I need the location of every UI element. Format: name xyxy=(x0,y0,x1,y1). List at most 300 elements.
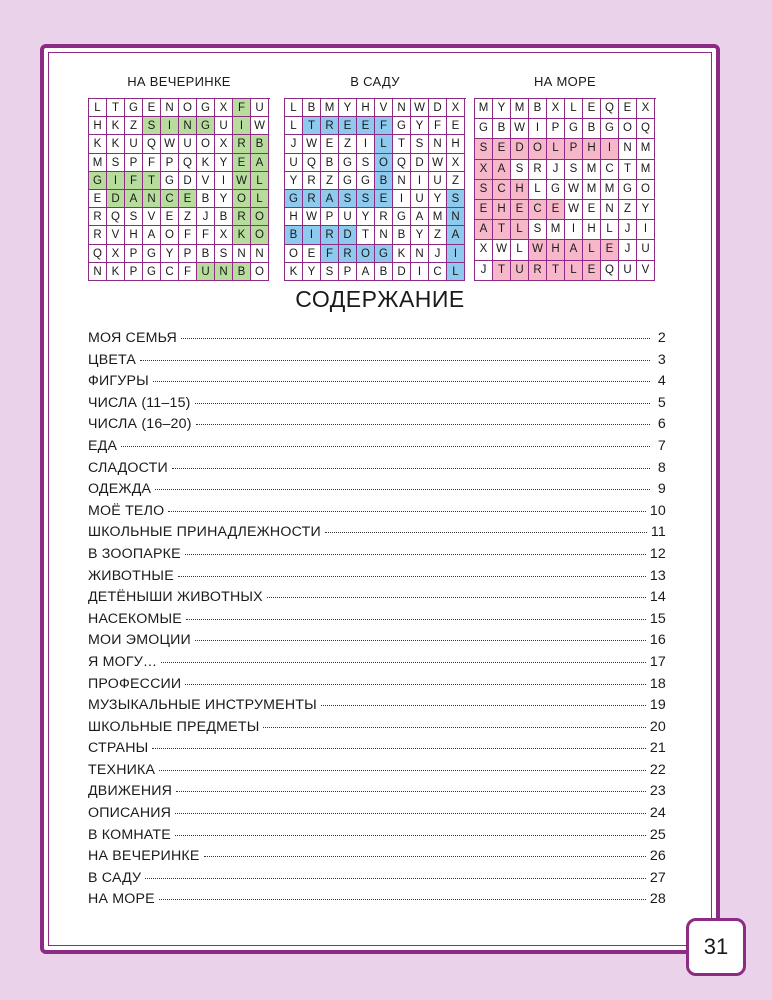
grid-cell: K xyxy=(107,263,125,281)
grid-cell: E xyxy=(511,200,529,220)
puzzle-title: НА МОРЕ xyxy=(533,74,597,89)
grid-cell: N xyxy=(375,226,393,244)
toc-entry-page: 20 xyxy=(649,718,666,735)
toc-entry xyxy=(88,568,666,590)
grid-cell: H xyxy=(89,117,107,135)
toc-leader-dots xyxy=(168,510,645,512)
grid-cell: H xyxy=(357,99,375,117)
grid-cell: Z xyxy=(125,117,143,135)
grid-cell: G xyxy=(197,99,215,117)
grid-cell: B xyxy=(583,119,601,139)
grid-cell: X xyxy=(447,99,465,117)
grid-cell: A xyxy=(447,226,465,244)
grid-cell: V xyxy=(197,172,215,190)
grid-cell: S xyxy=(107,154,125,172)
grid-cell: P xyxy=(565,139,583,159)
grid-cell: B xyxy=(251,135,269,153)
grid-cell: E xyxy=(233,154,251,172)
grid-cell: B xyxy=(529,99,547,119)
grid-cell: S xyxy=(529,220,547,240)
toc-entry-label: ШКОЛЬНЫЕ ПРИНАДЛЕЖНОСТИ xyxy=(88,524,321,541)
grid-cell: G xyxy=(339,172,357,190)
grid-cell: Y xyxy=(161,245,179,263)
puzzle-garden xyxy=(284,72,466,281)
grid-cell: J xyxy=(619,220,637,240)
letter-grid xyxy=(88,98,270,281)
grid-cell: G xyxy=(547,180,565,200)
toc-entry-label: В САДУ xyxy=(88,869,142,886)
grid-cell: S xyxy=(475,180,493,200)
toc-leader-dots xyxy=(178,575,646,577)
grid-cell: H xyxy=(285,208,303,226)
grid-cell: F xyxy=(179,263,197,281)
toc-leader-dots xyxy=(159,769,646,771)
grid-cell: Y xyxy=(429,190,447,208)
word-search-puzzles xyxy=(88,72,664,282)
toc-entry-label: ЧИСЛА (11–15) xyxy=(88,394,191,411)
toc-entry-page: 8 xyxy=(657,459,666,476)
grid-cell: W xyxy=(251,117,269,135)
grid-cell: D xyxy=(393,263,411,281)
grid-cell: N xyxy=(447,208,465,226)
grid-cell: G xyxy=(565,119,583,139)
grid-cell: A xyxy=(251,154,269,172)
grid-cell: L xyxy=(529,180,547,200)
grid-cell: K xyxy=(107,117,125,135)
toc-leader-dots xyxy=(195,402,650,404)
puzzle-title: В САДУ xyxy=(350,74,400,89)
toc-entry-page: 3 xyxy=(657,351,666,368)
toc-entry xyxy=(88,611,666,633)
grid-cell: T xyxy=(393,135,411,153)
toc-entry-page: 26 xyxy=(649,848,666,865)
grid-cell: H xyxy=(493,200,511,220)
grid-cell: R xyxy=(375,208,393,226)
toc-entry-page: 9 xyxy=(657,481,666,498)
toc-entry xyxy=(88,460,666,482)
toc-entry xyxy=(88,762,666,784)
toc-entry-label: НА ВЕЧЕРИНКЕ xyxy=(88,848,200,865)
grid-cell: E xyxy=(475,200,493,220)
grid-cell: G xyxy=(125,99,143,117)
grid-cell: L xyxy=(89,99,107,117)
grid-cell: I xyxy=(447,245,465,263)
grid-cell: N xyxy=(233,245,251,263)
toc-leader-dots xyxy=(175,812,646,814)
grid-cell: A xyxy=(475,220,493,240)
toc-entry-page: 24 xyxy=(649,805,666,822)
grid-cell: D xyxy=(429,99,447,117)
grid-cell: X xyxy=(215,226,233,244)
grid-cell: S xyxy=(321,263,339,281)
grid-cell: Q xyxy=(303,154,321,172)
grid-cell: Z xyxy=(339,135,357,153)
grid-cell: L xyxy=(251,172,269,190)
grid-cell: G xyxy=(393,117,411,135)
toc-entry-label: НА МОРЕ xyxy=(88,891,155,908)
letter-grid xyxy=(284,98,466,281)
toc-entry-page: 18 xyxy=(649,675,666,692)
grid-cell: Q xyxy=(107,208,125,226)
grid-cell: G xyxy=(161,172,179,190)
grid-cell: L xyxy=(583,240,601,260)
grid-cell: I xyxy=(411,263,429,281)
grid-cell: N xyxy=(429,135,447,153)
grid-cell: H xyxy=(511,180,529,200)
table-of-contents xyxy=(88,330,666,913)
toc-entry-page: 5 xyxy=(657,394,666,411)
grid-cell: S xyxy=(357,154,375,172)
grid-cell: S xyxy=(357,190,375,208)
toc-leader-dots xyxy=(153,380,650,382)
grid-cell: B xyxy=(375,172,393,190)
grid-cell: L xyxy=(251,190,269,208)
grid-cell: N xyxy=(393,172,411,190)
grid-cell: M xyxy=(429,208,447,226)
grid-cell: U xyxy=(197,263,215,281)
toc-entry-label: ЧИСЛА (16–20) xyxy=(88,416,192,433)
grid-cell: E xyxy=(583,99,601,119)
grid-cell: O xyxy=(529,139,547,159)
grid-cell: G xyxy=(357,172,375,190)
grid-cell: K xyxy=(233,226,251,244)
grid-cell: C xyxy=(493,180,511,200)
grid-cell: W xyxy=(529,240,547,260)
toc-entry-page: 21 xyxy=(649,740,666,757)
grid-cell: R xyxy=(303,190,321,208)
grid-cell: W xyxy=(161,135,179,153)
toc-entry-page: 27 xyxy=(649,869,666,886)
toc-entry xyxy=(88,416,666,438)
toc-leader-dots xyxy=(172,467,650,469)
grid-cell: N xyxy=(619,139,637,159)
grid-cell: X xyxy=(215,99,233,117)
grid-cell: Q xyxy=(601,99,619,119)
toc-entry-page: 12 xyxy=(649,545,666,562)
grid-cell: H xyxy=(447,135,465,153)
grid-cell: K xyxy=(107,135,125,153)
grid-cell: T xyxy=(357,226,375,244)
grid-cell: G xyxy=(475,119,493,139)
grid-cell: Q xyxy=(393,154,411,172)
grid-cell: O xyxy=(251,208,269,226)
grid-cell: Q xyxy=(143,135,161,153)
toc-entry-label: ТЕХНИКА xyxy=(88,761,156,778)
puzzle-title: НА ВЕЧЕРИНКЕ xyxy=(127,74,231,89)
grid-cell: C xyxy=(161,190,179,208)
grid-cell: A xyxy=(321,190,339,208)
toc-leader-dots xyxy=(176,790,646,792)
grid-cell: E xyxy=(583,200,601,220)
grid-cell: J xyxy=(197,208,215,226)
grid-cell: B xyxy=(393,226,411,244)
toc-entry-page: 17 xyxy=(649,653,666,670)
toc-entry xyxy=(88,330,666,352)
toc-entry-label: ЖИВОТНЫЕ xyxy=(88,567,174,584)
grid-cell: P xyxy=(125,245,143,263)
grid-cell: H xyxy=(583,139,601,159)
toc-entry-page: 6 xyxy=(657,416,666,433)
grid-cell: G xyxy=(89,172,107,190)
grid-cell: E xyxy=(89,190,107,208)
toc-entry-page: 4 xyxy=(657,373,666,390)
grid-cell: I xyxy=(411,172,429,190)
toc-entry xyxy=(88,352,666,374)
grid-cell: T xyxy=(303,117,321,135)
toc-entry-label: ДЕТЁНЫШИ ЖИВОТНЫХ xyxy=(88,589,263,606)
grid-cell: D xyxy=(339,226,357,244)
toc-leader-dots xyxy=(196,423,650,425)
grid-cell: W xyxy=(233,172,251,190)
grid-cell: W xyxy=(511,119,529,139)
toc-entry xyxy=(88,848,666,870)
grid-cell: G xyxy=(393,208,411,226)
toc-leader-dots xyxy=(204,855,646,857)
grid-cell: U xyxy=(411,190,429,208)
grid-cell: N xyxy=(179,117,197,135)
grid-cell: Y xyxy=(493,99,511,119)
grid-cell: M xyxy=(637,160,655,180)
grid-cell: O xyxy=(375,154,393,172)
toc-entry xyxy=(88,373,666,395)
grid-cell: S xyxy=(511,160,529,180)
toc-entry xyxy=(88,891,666,913)
toc-leader-dots xyxy=(186,618,646,620)
grid-cell: E xyxy=(321,135,339,153)
grid-cell: Y xyxy=(339,99,357,117)
grid-cell: S xyxy=(447,190,465,208)
grid-cell: X xyxy=(447,154,465,172)
toc-leader-dots xyxy=(325,531,647,533)
grid-cell: N xyxy=(89,263,107,281)
toc-entry-label: СЛАДОСТИ xyxy=(88,459,168,476)
grid-cell: J xyxy=(619,240,637,260)
toc-entry-label: ЕДА xyxy=(88,437,118,454)
grid-cell: R xyxy=(529,160,547,180)
grid-cell: I xyxy=(601,139,619,159)
grid-cell: U xyxy=(339,208,357,226)
toc-entry xyxy=(88,783,666,805)
grid-cell: L xyxy=(547,139,565,159)
toc-entry-page: 2 xyxy=(657,330,666,346)
grid-cell: F xyxy=(233,99,251,117)
toc-entry-page: 13 xyxy=(649,567,666,584)
grid-cell: H xyxy=(125,226,143,244)
grid-cell: R xyxy=(321,117,339,135)
grid-cell: D xyxy=(179,172,197,190)
grid-cell: S xyxy=(215,245,233,263)
grid-cell: R xyxy=(89,226,107,244)
grid-cell: U xyxy=(511,261,529,281)
grid-cell: G xyxy=(339,154,357,172)
toc-leader-dots xyxy=(161,661,645,663)
grid-cell: U xyxy=(251,99,269,117)
toc-entry xyxy=(88,654,666,676)
grid-cell: L xyxy=(285,99,303,117)
toc-leader-dots xyxy=(152,747,645,749)
toc-entry xyxy=(88,546,666,568)
grid-cell: I xyxy=(215,172,233,190)
grid-cell: O xyxy=(197,135,215,153)
grid-cell: E xyxy=(143,99,161,117)
grid-cell: F xyxy=(197,226,215,244)
grid-cell: K xyxy=(89,135,107,153)
toc-entry-label: СТРАНЫ xyxy=(88,740,149,757)
grid-cell: B xyxy=(321,154,339,172)
grid-cell: O xyxy=(233,190,251,208)
grid-cell: T xyxy=(143,172,161,190)
grid-cell: T xyxy=(619,160,637,180)
grid-cell: S xyxy=(411,135,429,153)
grid-cell: F xyxy=(125,172,143,190)
grid-cell: P xyxy=(339,263,357,281)
grid-cell: B xyxy=(197,245,215,263)
toc-entry-page: 16 xyxy=(649,632,666,649)
grid-cell: Z xyxy=(429,226,447,244)
grid-cell: U xyxy=(215,117,233,135)
grid-cell: X xyxy=(215,135,233,153)
grid-cell: J xyxy=(429,245,447,263)
grid-cell: O xyxy=(619,119,637,139)
page-number-badge: 31 xyxy=(686,918,746,976)
toc-leader-dots xyxy=(155,488,650,490)
grid-cell: I xyxy=(637,220,655,240)
grid-cell: K xyxy=(285,263,303,281)
toc-entry-label: ФИГУРЫ xyxy=(88,373,149,390)
grid-cell: R xyxy=(233,208,251,226)
toc-leader-dots xyxy=(159,898,646,900)
grid-cell: L xyxy=(285,117,303,135)
grid-cell: X xyxy=(637,99,655,119)
grid-cell: E xyxy=(447,117,465,135)
grid-cell: T xyxy=(493,220,511,240)
grid-cell: N xyxy=(215,263,233,281)
grid-cell: L xyxy=(447,263,465,281)
toc-entry xyxy=(88,481,666,503)
grid-cell: Y xyxy=(215,154,233,172)
toc-entry xyxy=(88,438,666,460)
toc-entry-page: 15 xyxy=(649,610,666,627)
grid-cell: M xyxy=(547,220,565,240)
grid-cell: I xyxy=(565,220,583,240)
grid-cell: M xyxy=(583,180,601,200)
grid-cell: F xyxy=(143,154,161,172)
grid-cell: Y xyxy=(285,172,303,190)
grid-cell: G xyxy=(619,180,637,200)
toc-entry xyxy=(88,805,666,827)
toc-entry xyxy=(88,719,666,741)
grid-cell: X xyxy=(107,245,125,263)
toc-entry-label: МОИ ЭМОЦИИ xyxy=(88,632,191,649)
toc-entry-label: ОДЕЖДА xyxy=(88,481,152,498)
grid-cell: E xyxy=(161,208,179,226)
grid-cell: B xyxy=(233,263,251,281)
grid-cell: S xyxy=(143,117,161,135)
grid-cell: Q xyxy=(601,261,619,281)
grid-cell: V xyxy=(143,208,161,226)
grid-cell: V xyxy=(637,261,655,281)
toc-leader-dots xyxy=(195,639,646,641)
grid-cell: Z xyxy=(321,172,339,190)
grid-cell: K xyxy=(197,154,215,172)
toc-leader-dots xyxy=(185,553,646,555)
puzzle-sea xyxy=(474,72,656,281)
grid-cell: B xyxy=(285,226,303,244)
toc-entry-page: 14 xyxy=(649,589,666,606)
grid-cell: E xyxy=(179,190,197,208)
grid-cell: R xyxy=(529,261,547,281)
grid-cell: N xyxy=(601,200,619,220)
grid-cell: W xyxy=(565,180,583,200)
grid-cell: H xyxy=(583,220,601,240)
grid-cell: Q xyxy=(179,154,197,172)
grid-cell: N xyxy=(393,99,411,117)
grid-cell: N xyxy=(251,245,269,263)
grid-cell: L xyxy=(511,220,529,240)
toc-leader-dots xyxy=(181,337,650,339)
grid-cell: I xyxy=(357,135,375,153)
grid-cell: L xyxy=(375,135,393,153)
toc-entry-label: МОЯ СЕМЬЯ xyxy=(88,330,177,346)
toc-leader-dots xyxy=(121,445,650,447)
grid-cell: H xyxy=(547,240,565,260)
grid-cell: L xyxy=(565,261,583,281)
toc-leader-dots xyxy=(267,596,646,598)
grid-cell: I xyxy=(529,119,547,139)
grid-cell: M xyxy=(475,99,493,119)
grid-cell: Y xyxy=(357,208,375,226)
grid-cell: G xyxy=(375,245,393,263)
toc-entry-label: МУЗЫКАЛЬНЫЕ ИНСТРУМЕНТЫ xyxy=(88,697,317,714)
toc-leader-dots xyxy=(321,704,646,706)
grid-cell: T xyxy=(493,261,511,281)
toc-entry-label: ДВИЖЕНИЯ xyxy=(88,783,173,800)
toc-entry-page: 28 xyxy=(649,891,666,908)
grid-cell: M xyxy=(637,139,655,159)
toc-entry-page: 25 xyxy=(649,826,666,843)
grid-cell: I xyxy=(393,190,411,208)
grid-cell: W xyxy=(411,99,429,117)
grid-cell: B xyxy=(197,190,215,208)
toc-entry xyxy=(88,395,666,417)
grid-cell: P xyxy=(321,208,339,226)
toc-leader-dots xyxy=(263,726,645,728)
grid-cell: Q xyxy=(89,245,107,263)
toc-entry-page: 10 xyxy=(649,502,666,519)
grid-cell: O xyxy=(251,263,269,281)
grid-cell: S xyxy=(339,190,357,208)
toc-entry xyxy=(88,676,666,698)
grid-cell: I xyxy=(303,226,321,244)
toc-entry-page: 11 xyxy=(650,524,666,541)
grid-cell: E xyxy=(375,190,393,208)
grid-cell: A xyxy=(565,240,583,260)
grid-cell: S xyxy=(475,139,493,159)
grid-cell: E xyxy=(339,117,357,135)
grid-cell: A xyxy=(143,226,161,244)
grid-cell: U xyxy=(125,135,143,153)
grid-cell: O xyxy=(251,226,269,244)
grid-cell: U xyxy=(637,240,655,260)
grid-cell: F xyxy=(321,245,339,263)
grid-cell: J xyxy=(547,160,565,180)
grid-cell: N xyxy=(161,99,179,117)
grid-cell: O xyxy=(285,245,303,263)
toc-entry-page: 19 xyxy=(649,697,666,714)
grid-cell: Z xyxy=(447,172,465,190)
grid-cell: U xyxy=(429,172,447,190)
grid-cell: I xyxy=(161,117,179,135)
